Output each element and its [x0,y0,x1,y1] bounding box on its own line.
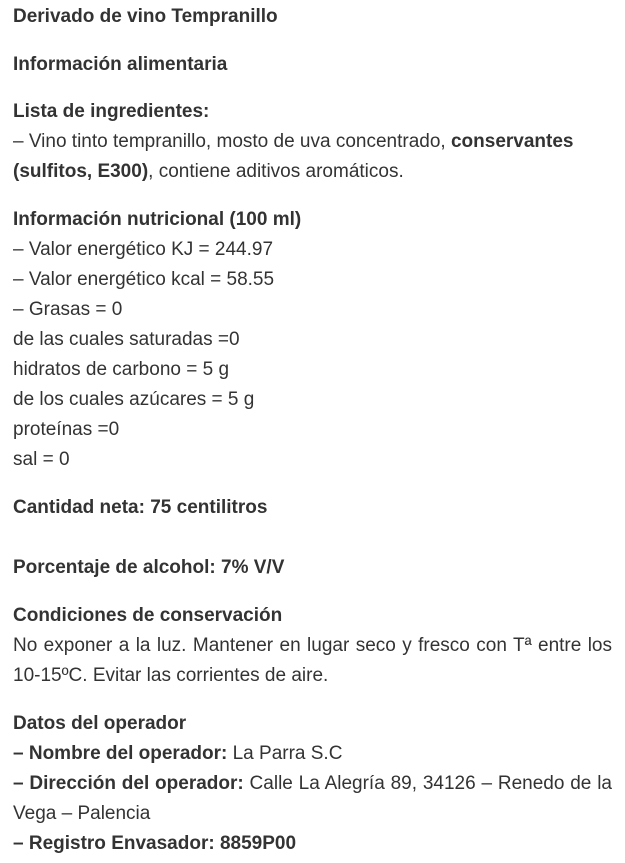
nutrition-line: – Grasas = 0 [13,299,123,320]
operator-name-value: La Parra S.C [227,743,343,764]
nutrition-line: de los cuales azúcares = 5 g [13,389,255,410]
operator-section [13,709,612,859]
ingredients-section [13,97,612,187]
ingredients-suffix: , contiene aditivos aromáticos. [148,161,404,182]
nutrition-heading: Información nutricional (100 ml) [13,209,302,230]
product-title: Derivado de vino Tempranillo [13,6,278,27]
operator-name-label: – Nombre del operador: [13,743,228,764]
food-info-heading: Información alimentaria [13,54,228,75]
nutrition-line: hidratos de carbono = 5 g [13,359,230,380]
ingredients-text: – Vino tinto tempranillo, mosto de uva concentrado, [13,131,451,152]
operator-registry: – Registro Envasador: 8859P00 [13,833,297,854]
ingredients-heading: Lista de ingredientes: [13,101,210,122]
nutrition-line: sal = 0 [13,449,70,470]
conservation-section [13,601,612,691]
nutrition-line: de las cuales saturadas =0 [13,329,240,350]
nutrition-line: – Valor energético kcal = 58.55 [13,269,275,290]
nutrition-line: proteínas =0 [13,419,120,440]
ingredients-preservatives: conservantes (sulfitos, E300) [13,131,574,182]
net-quantity: Cantidad neta: 75 centilitros [13,497,268,518]
conservation-text: No exponer a la luz. Mantener en lugar seco y fresco con Tª entre los 10-15ºC. Evitar las corrientes de aire. [13,635,612,686]
alcohol-percentage: Porcentaje de alcohol: 7% V/V [13,557,285,578]
operator-address-value: Calle La Alegría 89, 34126 – Renedo de la Vega – Palencia [13,773,612,824]
nutrition-section [13,205,612,475]
nutrition-line: – Valor energético KJ = 244.97 [13,239,274,260]
operator-address-label: – Dirección del operador: [13,773,244,794]
operator-heading: Datos del operador [13,713,187,734]
conservation-heading: Condiciones de conservación [13,605,283,626]
